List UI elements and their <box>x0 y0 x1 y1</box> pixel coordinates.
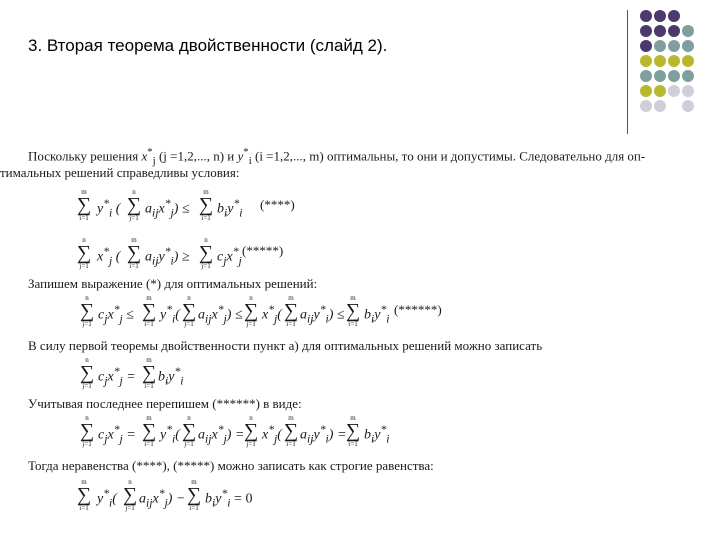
decor-dot <box>668 70 680 82</box>
decor-dot <box>682 85 694 97</box>
var-x: x <box>141 148 148 164</box>
decor-dot <box>654 85 666 97</box>
label-eq3: (******) <box>394 302 442 317</box>
divider-line <box>627 10 628 134</box>
decor-dot <box>654 25 666 37</box>
paragraph-rewrite: Запишем выражение (*) для оптимальных решений: <box>28 276 318 291</box>
decor-dot <box>682 100 694 112</box>
label-eq1: (****) <box>260 197 295 212</box>
decor-dot <box>640 85 652 97</box>
range-j: (j =1,2,..., n) <box>158 148 225 164</box>
formula-1: m ∑ i=1 $y^*_i$ ( n ∑ j=1 $a_{ij}x^*_j$) ≤ m ∑ i=1 $b_iy^*_i$ <box>76 188 243 222</box>
decor-dot <box>640 25 652 37</box>
paragraph-rewrite-2: Учитывая последнее перепишем (******) в виде: <box>28 396 302 411</box>
decor-dot <box>654 40 666 52</box>
decor-dot <box>640 10 652 22</box>
decor-dot <box>640 100 652 112</box>
slide-title: 3. Вторая теорема двойственности (слайд 2). <box>28 36 388 55</box>
decor-dot <box>682 25 694 37</box>
decor-dot <box>640 55 652 67</box>
decor-dot <box>668 55 680 67</box>
label-eq2: (*****) <box>242 243 284 258</box>
text-optimal: оптимальны, то они и допустимы. Следовательно для оп- <box>326 148 646 164</box>
formula-2: n ∑ j=1 $x^*_j$ ( m ∑ i=1 $a_{ij}y^*_i$) ≥ n ∑ j=1 $c_jx^*_j$ <box>76 236 242 270</box>
paragraph-first-theorem: В силу первой теоремы двойственности пункт а) для оптимальных решений можно записать <box>28 338 543 353</box>
decor-dot <box>654 10 666 22</box>
decor-dot <box>668 40 680 52</box>
decor-dot <box>640 40 652 52</box>
decorative-dots <box>640 10 720 120</box>
var-y: y <box>237 148 244 164</box>
decor-dot <box>640 70 652 82</box>
decor-dot <box>682 70 694 82</box>
decor-dot <box>654 55 666 67</box>
decor-dot <box>668 85 680 97</box>
text-intro: Поскольку решения <box>28 148 139 164</box>
text-and: и <box>227 148 235 164</box>
range-i: (i =1,2,..., m) <box>254 148 324 164</box>
formula-3: n ∑ j=1 $c_jx^*_j$ ≤ m ∑ i=1 $y^*_i$( n ∑ j=1 $a_{ij}x^*_j$) ≤ n ∑ j=1 $x^*_j$( m ∑ i=1 $a_{ij}y^*_i$) ≤ m ∑ i=1 $b_iy^*_i$ <box>79 294 390 328</box>
decor-dot <box>682 40 694 52</box>
decor-dot <box>654 70 666 82</box>
decor-dot <box>682 55 694 67</box>
paragraph-intro: Поскольку решения $x^*_j$ (j =1,2,..., n) и $y^*_i$ (i =1,2,..., m) оптимальны, то они и допустимы. Следовательно для оп- <box>28 146 646 167</box>
decor-dot <box>668 10 680 22</box>
formula-6: m ∑ i=1 $y^*_i$( n ∑ j=1 $a_{ij}x^*_j$) − m ∑ i=1 $b_iy^*_i = 0$ <box>76 478 253 512</box>
paragraph-equalities: Тогда неравенства (****), (*****) можно записать как строгие равенства: <box>28 458 434 473</box>
decor-dot <box>654 100 666 112</box>
formula-4: n ∑ j=1 $c_jx^*_j$ = m ∑ i=1 $b_iy^*_i$ <box>79 356 184 390</box>
decor-dot <box>668 25 680 37</box>
formula-5: n ∑ j=1 $c_jx^*_j$ = m ∑ i=1 $y^*_i$( n ∑ j=1 $a_{ij}x^*_j$) = n ∑ j=1 $x^*_j$( m ∑ i=1 $a_{ij}y^*_i$) = m ∑ i=1 $b_iy^*_i$ <box>79 414 390 448</box>
paragraph-intro-cont: тимальных решений справедливы условия: <box>0 165 240 180</box>
